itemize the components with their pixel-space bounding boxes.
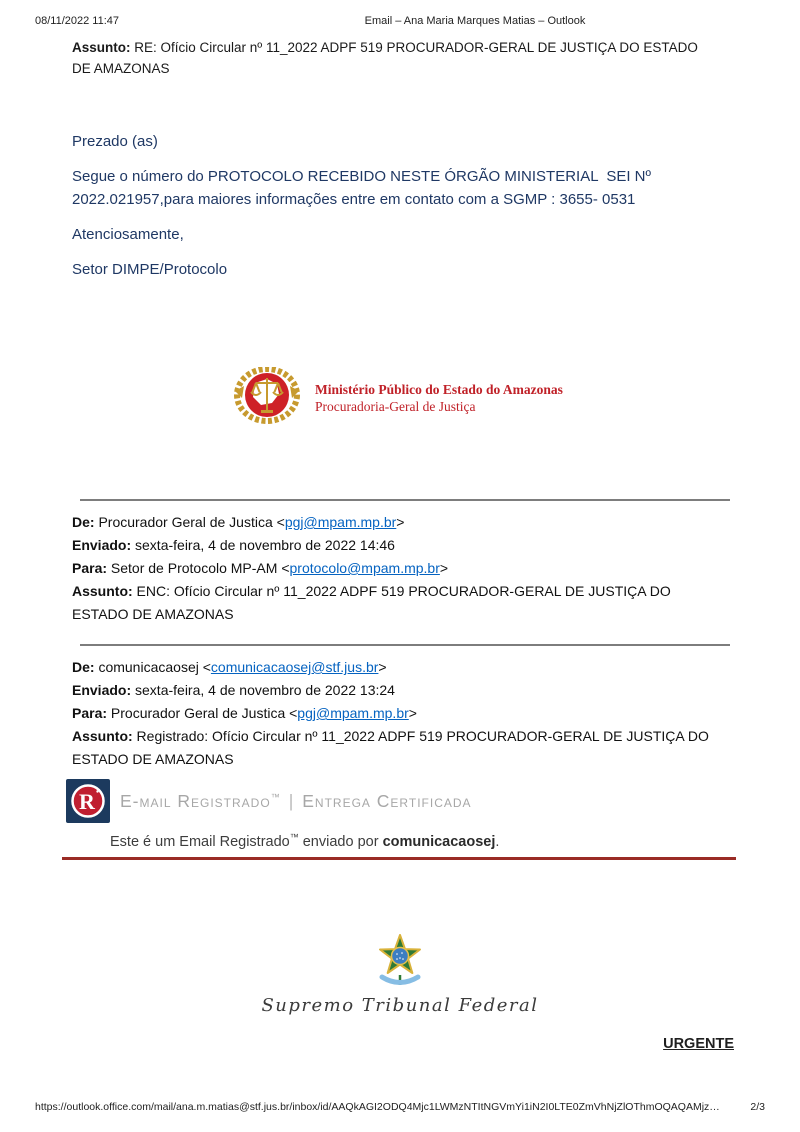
quote-divider-2 xyxy=(80,644,730,646)
quote2-from-line xyxy=(72,656,712,679)
subject-label: Assunto: xyxy=(72,40,131,55)
mpam-logo-text xyxy=(315,367,563,415)
from-name: Procurador Geral de Justica < xyxy=(94,514,285,530)
quoted-email-header-1 xyxy=(72,511,712,626)
greeting-text: Prezado (as) xyxy=(72,133,158,150)
to-name: Setor de Protocolo MP-AM < xyxy=(107,560,290,576)
from-name: comunicacaosej < xyxy=(94,659,211,675)
registered-email-banner xyxy=(66,779,472,823)
separator: | xyxy=(288,790,295,811)
note-text: . xyxy=(495,833,500,850)
protocol-paragraph: Segue o número do PROTOCOLO RECEBIDO NESTE ÓRGÃO MINISTERIAL SEI Nº 2022.021957,para maiores informações entre em contato com a SGMP : 3655- 0531 xyxy=(72,168,656,208)
print-header-title: Email – Ana Maria Marques Matias – Outlook xyxy=(364,15,586,27)
print-footer-page-number: 2/3 xyxy=(750,1101,765,1113)
closing-text: Atenciosamente, xyxy=(72,226,184,243)
to-email-link[interactable]: protocolo@mpam.mp.br xyxy=(289,560,440,576)
registered-brand: E-mail Registrado xyxy=(120,790,271,811)
to-label: Para: xyxy=(72,560,108,576)
subject-value: ENC: Ofício Circular nº 11_2022 ADPF 519 PROCURADOR-GERAL DE JUSTIÇA DO ESTADO DE AMAZONAS xyxy=(72,583,671,622)
quote1-to-line xyxy=(72,557,712,580)
svg-text:R: R xyxy=(79,789,95,814)
from-label: De: xyxy=(72,659,95,675)
print-footer-url: https://outlook.office.com/mail/ana.m.matias@stf.jus.br/inbox/id/AAQkAGI2ODQ4Mjc1LWMzNTItNGVmYi1iN2I0LTE0ZmVhNjZlOThmOQAQAMjz… xyxy=(35,1101,720,1113)
print-header-datetime: 08/11/2022 11:47 xyxy=(35,15,120,27)
to-email-link[interactable]: pgj@mpam.mp.br xyxy=(297,705,409,721)
urgent-label: URGENTE xyxy=(663,1036,734,1052)
sent-label: Enviado: xyxy=(72,537,132,553)
quote2-sent-line xyxy=(72,679,712,702)
quoted-email-header-2 xyxy=(72,656,712,771)
angle-close: > xyxy=(396,514,405,530)
angle-close: > xyxy=(439,560,449,576)
subject-label: Assunto: xyxy=(72,583,133,599)
sent-value: sexta-feira, 4 de novembro de 2022 13:24 xyxy=(131,682,395,698)
sent-value: sexta-feira, 4 de novembro de 2022 14:46 xyxy=(131,537,395,553)
trademark-symbol: ™ xyxy=(289,832,299,842)
stf-signature xyxy=(0,933,800,1016)
quote2-subject-line xyxy=(72,725,712,771)
email-subject-line xyxy=(72,37,720,79)
subject-text: RE: Ofício Circular nº 11_2022 ADPF 519 PROCURADOR-GERAL DE JUSTIÇA DO ESTADO DE AMAZONAS xyxy=(72,40,698,76)
note-text: Este é um Email Registrado xyxy=(110,833,290,850)
from-label: De: xyxy=(72,514,95,530)
sent-label: Enviado: xyxy=(72,682,132,698)
note-text: enviado por xyxy=(298,833,383,850)
registered-note xyxy=(62,832,736,860)
to-name: Procurador Geral de Justica < xyxy=(107,705,298,721)
certified-delivery-label: Entrega Certificada xyxy=(302,790,472,811)
quote1-from-line xyxy=(72,511,712,534)
quote2-to-line xyxy=(72,702,712,725)
brazil-coat-of-arms-icon xyxy=(376,933,424,991)
quote1-subject-line xyxy=(72,580,712,626)
subject-label: Assunto: xyxy=(72,728,133,744)
registered-banner-text xyxy=(120,791,472,812)
sender-name: comunicacaosej xyxy=(382,833,496,850)
quote-divider-1 xyxy=(80,499,730,501)
email-body xyxy=(72,130,684,293)
mpam-emblem-icon xyxy=(231,367,303,425)
mpam-org-name: Ministério Público do Estado do Amazonas xyxy=(315,382,563,397)
mpam-dept-name: Procuradoria-Geral de Justiça xyxy=(315,399,476,414)
angle-close: > xyxy=(378,659,387,675)
to-label: Para: xyxy=(72,705,108,721)
quote1-sent-line xyxy=(72,534,712,557)
trademark-symbol: ™ xyxy=(270,791,281,802)
from-email-link[interactable]: pgj@mpam.mp.br xyxy=(284,514,397,530)
mpam-signature xyxy=(231,367,563,425)
stf-name: Supremo Tribunal Federal xyxy=(261,995,539,1016)
signature-text: Setor DIMPE/Protocolo xyxy=(72,261,228,278)
registered-email-r-icon xyxy=(66,779,110,823)
angle-close: > xyxy=(408,705,417,721)
subject-value: Registrado: Ofício Circular nº 11_2022 ADPF 519 PROCURADOR-GERAL DE JUSTIÇA DO ESTADO DE AMAZONAS xyxy=(72,728,709,767)
from-email-link[interactable]: comunicacaosej@stf.jus.br xyxy=(210,659,379,675)
